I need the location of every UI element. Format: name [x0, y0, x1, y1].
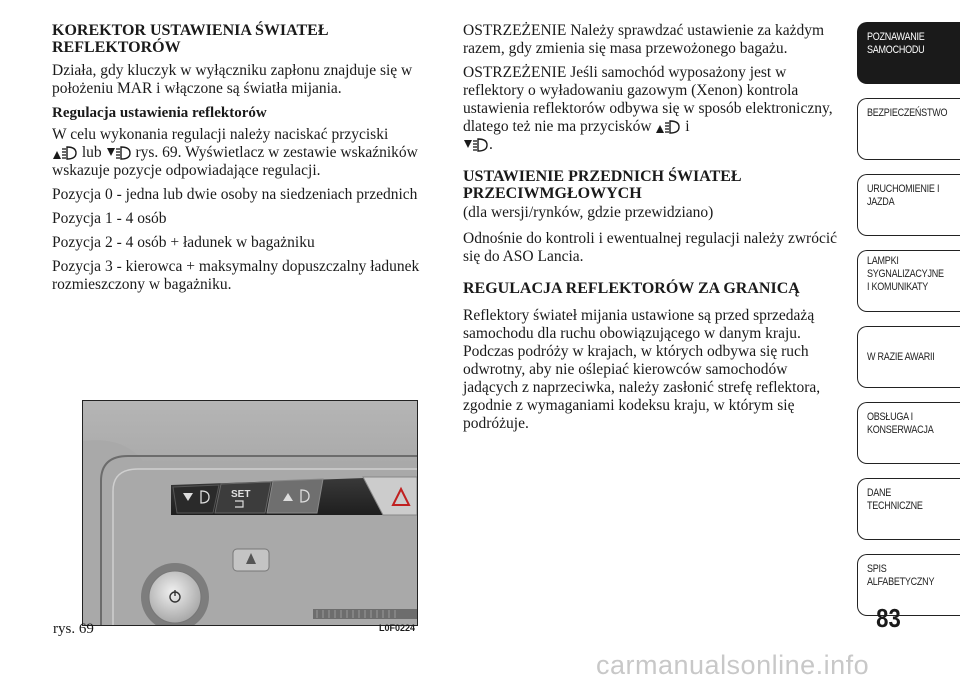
tab-obsluga-konserwacja[interactable] — [857, 402, 960, 464]
right-column — [463, 22, 845, 439]
headlight-up-icon — [52, 145, 78, 161]
tab-uruchomienie-jazda[interactable] — [857, 174, 960, 236]
tab-label: SYGNALIZACYJNE — [867, 268, 944, 280]
section-heading-fog-lights: USTAWIENIE PRZEDNICH ŚWIATEŁ PRZECIWMGŁOWYCH — [463, 168, 742, 202]
figure-dashboard-buttons — [82, 400, 418, 626]
regulation-text-2: rys. 69. Wyświetlacz w zestawie wskaźników wskazuje pozycje odpowiadające regulacji. — [52, 144, 418, 179]
tab-label: POZNAWANIE — [867, 31, 925, 43]
regulation-or: lub — [81, 144, 102, 161]
tab-label: SPIS — [867, 563, 887, 575]
tab-label: URUCHOMIENIE I — [867, 183, 940, 195]
warning-2 — [463, 64, 845, 154]
subheading-regulation: Regulacja ustawienia reflektorów — [52, 105, 267, 121]
page-number: 83 — [876, 603, 901, 633]
tab-label: LAMPKI — [867, 255, 899, 267]
left-column — [52, 22, 422, 300]
figure-caption: rys. 69 — [53, 621, 94, 637]
tab-label: KONSERWACJA — [867, 424, 934, 436]
headlight-down-icon — [463, 137, 489, 153]
tab-label: I KOMUNIKATY — [867, 281, 929, 293]
position-2: Pozycja 2 - 4 osób + ładunek w bagażniku — [52, 234, 315, 251]
section-heading-headlight-corrector: KOREKTOR USTAWIENIA ŚWIATEŁ REFLEKTORÓW — [52, 22, 329, 56]
warning-2-and: i — [685, 118, 690, 135]
tab-dane-techniczne[interactable] — [857, 478, 960, 540]
tab-spis-alfabetyczny[interactable] — [857, 554, 960, 616]
regulation-paragraph — [52, 126, 422, 180]
tab-label: W RAZIE AWARII — [867, 351, 935, 363]
fog-paragraph: Odnośnie do kontroli i ewentualnej regulacji należy zwrócić się do ASO Lancia. — [463, 230, 838, 265]
tab-label: BEZPIECZEŃSTWO — [867, 107, 948, 119]
abroad-paragraph: Reflektory świateł mijania ustawione są przed sprzedażą samochodu dla ruchu obowiązującego w danym kraju. Podczas podróży w krajach, w których odbywa się ruch odwrotny, aby nie oślepiać kierowców samochodów jadących z naprzeciwka, należy zasłonić strefę reflektora, zgodnie z wymaganiami kodeksu kraju, w którym się podróżuje. — [463, 307, 821, 432]
tab-label: OBSŁUGA I — [867, 411, 913, 423]
warning-1: OSTRZEŻENIE Należy sprawdzać ustawienie za każdym razem, gdy zmienia się masa przewożonego bagażu. — [463, 22, 825, 57]
position-1: Pozycja 1 - 4 osób — [52, 210, 167, 227]
section-heading-abroad: REGULACJA REFLEKTORÓW ZA GRANICĄ — [463, 280, 800, 297]
tab-label: TECHNICZNE — [867, 500, 923, 512]
tab-w-razie-awarii[interactable] — [857, 326, 960, 388]
fog-subtitle: (dla wersji/rynków, gdzie przewidziano) — [463, 204, 714, 221]
figure-code: L0F0224 — [379, 623, 416, 633]
tab-label: SAMOCHODU — [867, 44, 925, 56]
position-0: Pozycja 0 - jedna lub dwie osoby na siedzeniach przednich — [52, 186, 418, 203]
tab-poznawanie-samochodu[interactable] — [857, 22, 960, 84]
tab-label: JAZDA — [867, 196, 895, 208]
tab-lampki-sygnalizacyjne[interactable] — [857, 250, 960, 312]
tab-label: DANE — [867, 487, 892, 499]
set-label: SET — [231, 489, 251, 500]
regulation-text-1: W celu wykonania regulacji należy naciskać przyciski — [52, 126, 389, 143]
dashboard-illustration — [83, 401, 417, 625]
warning-2-end: . — [489, 136, 493, 153]
chapter-tabs — [857, 22, 960, 630]
tab-bezpieczenstwo[interactable] — [857, 98, 960, 160]
tab-label: ALFABETYCZNY — [867, 576, 935, 588]
intro-paragraph: Działa, gdy kluczyk w wyłączniku zapłonu znajduje się w położeniu MAR i włączone są światła mijania. — [52, 62, 413, 97]
watermark: carmanualsonline.info — [596, 650, 870, 680]
headlight-up-icon — [655, 119, 681, 135]
position-3: Pozycja 3 - kierowca + maksymalny dopuszczalny ładunek rozmieszczony w bagażniku. — [52, 258, 420, 293]
headlight-down-icon — [106, 145, 132, 161]
warning-2-text: OSTRZEŻENIE Jeśli samochód wyposażony jest w reflektory o wyładowaniu gazowym (Xenon) kontrola ustawienia reflektorów odbywa się w sposób elektroniczny, dlatego też nie ma przycisków — [463, 64, 833, 135]
